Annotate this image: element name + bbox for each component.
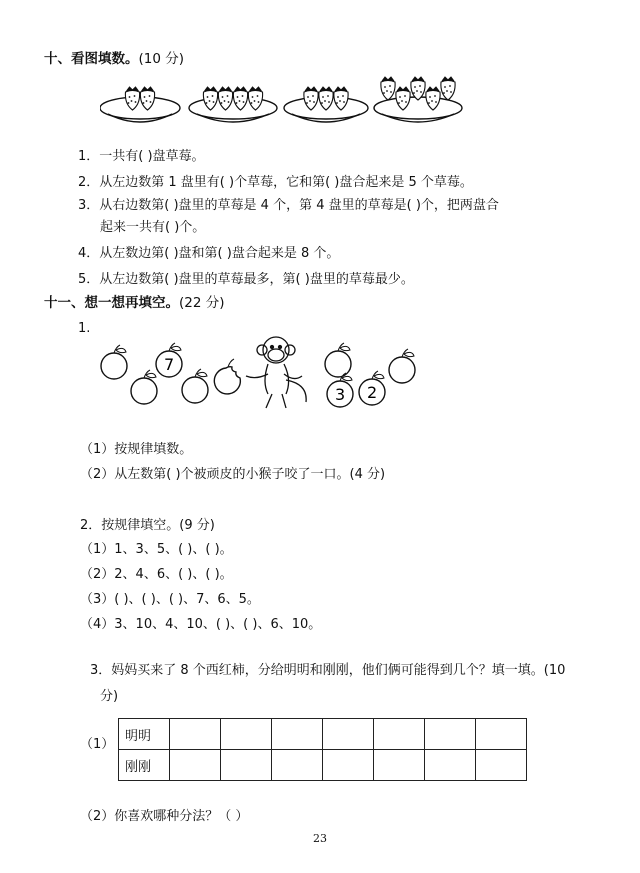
apple-icon xyxy=(101,345,127,379)
table-cell[interactable] xyxy=(272,719,323,750)
plate-3 xyxy=(284,87,368,122)
plate-4 xyxy=(374,77,462,122)
q11-3-line2: 分) xyxy=(100,689,119,704)
plate-base xyxy=(292,114,360,122)
plate-base xyxy=(108,114,172,122)
q10-2: 2．从左边数第 1 盘里有( )个草莓，它和第( )盘合起来是 5 个草莓。 xyxy=(78,175,473,190)
section-11-score: (22 分) xyxy=(179,295,225,311)
q10-5: 5．从左边数第( )盘里的草莓最多，第( )盘里的草莓最少。 xyxy=(78,272,414,287)
q10-1: 1．一共有( )盘草莓。 xyxy=(78,149,205,164)
monkey-icon xyxy=(246,337,306,408)
q11-2-item-3: （3）( )、( )、( )、7、6、5。 xyxy=(80,592,260,607)
q11-3-part-label: （1） xyxy=(80,737,115,752)
tomato-split-table xyxy=(118,718,527,781)
row-label-ganggang: 刚刚 xyxy=(119,750,170,781)
q11-1-sub1: （1）按规律填数。 xyxy=(80,442,193,457)
table-cell[interactable] xyxy=(476,750,527,781)
apple-icon xyxy=(325,343,351,377)
plate-base xyxy=(197,114,269,122)
table-cell[interactable] xyxy=(221,750,272,781)
apple-number-3: 3 xyxy=(335,385,346,404)
section-11-heading xyxy=(44,294,225,312)
table-cell[interactable] xyxy=(425,750,476,781)
plate-1 xyxy=(100,87,180,122)
strawberry-icon xyxy=(140,87,154,110)
q11-1-number: 1. xyxy=(78,321,91,336)
table-cell[interactable] xyxy=(425,719,476,750)
apple-number-2: 2 xyxy=(367,383,378,402)
strawberry-icon xyxy=(334,87,348,110)
strawberry-icon xyxy=(441,77,455,100)
q10-3-line2: 起来一共有( )个。 xyxy=(100,220,206,235)
strawberry-icon xyxy=(218,87,232,110)
q11-3-line1: 3．妈妈买来了 8 个西红柿，分给明明和刚刚，他们俩可能得到几个？填一填。(10 xyxy=(90,663,566,678)
apples-monkey-figure xyxy=(96,328,426,414)
section-10-title: 十、看图填数。 xyxy=(44,51,139,67)
table-row xyxy=(119,719,527,750)
table-cell[interactable] xyxy=(221,719,272,750)
table-cell[interactable] xyxy=(323,719,374,750)
apple-icon xyxy=(327,373,353,407)
section-10-score: (10 分) xyxy=(138,51,185,67)
bitten-apple-icon xyxy=(214,359,240,394)
q11-1-sub2: （2）从左数第( )个被顽皮的小猴子咬了一口。(4 分) xyxy=(80,467,386,482)
apple-number-7: 7 xyxy=(164,355,175,374)
table-cell[interactable] xyxy=(374,750,425,781)
q11-2-item-4: （4）3、10、4、10、( )、( )、6、10。 xyxy=(80,617,322,632)
apple-icon xyxy=(131,370,157,404)
strawberry-plates-figure xyxy=(100,72,470,130)
table-cell[interactable] xyxy=(323,750,374,781)
strawberry-icon xyxy=(426,87,440,110)
apple-icon xyxy=(389,349,415,383)
q11-2-item-2: （2）2、4、6、( )、( )。 xyxy=(80,567,233,582)
q10-3-line1: 3．从右边数第( )盘里的草莓是 4 个，第 4 盘里的草莓是( )个，把两盘合 xyxy=(78,198,499,213)
strawberry-icon xyxy=(381,77,395,100)
plate-2 xyxy=(189,87,277,122)
q11-3-sub2: （2）你喜欢哪种分法？（ ） xyxy=(80,809,249,824)
table-cell[interactable] xyxy=(170,750,221,781)
strawberry-icon xyxy=(319,87,333,110)
q11-2-item-1: （1）1、3、5、( )、( )。 xyxy=(80,542,233,557)
strawberry-icon xyxy=(396,87,410,110)
section-10-heading xyxy=(44,50,184,68)
table-cell[interactable] xyxy=(374,719,425,750)
table-row xyxy=(119,750,527,781)
table-cell[interactable] xyxy=(476,719,527,750)
strawberry-icon xyxy=(125,87,139,110)
table-cell[interactable] xyxy=(170,719,221,750)
strawberry-icon xyxy=(233,87,247,110)
plate-base xyxy=(382,114,454,122)
apple-icon xyxy=(182,369,208,403)
strawberry-icon xyxy=(248,87,262,110)
page-number: 23 xyxy=(313,832,327,845)
table-cell[interactable] xyxy=(272,750,323,781)
apple-icon xyxy=(156,343,182,377)
row-label-mingming: 明明 xyxy=(119,719,170,750)
section-11-title: 十一、想一想再填空。 xyxy=(44,295,179,311)
strawberry-icon xyxy=(203,87,217,110)
apple-icon xyxy=(359,371,385,405)
q11-2-title: 2．按规律填空。(9 分) xyxy=(80,518,215,533)
q10-4: 4．从左数边第( )盘和第( )盘合起来是 8 个。 xyxy=(78,246,340,261)
strawberry-icon xyxy=(304,87,318,110)
